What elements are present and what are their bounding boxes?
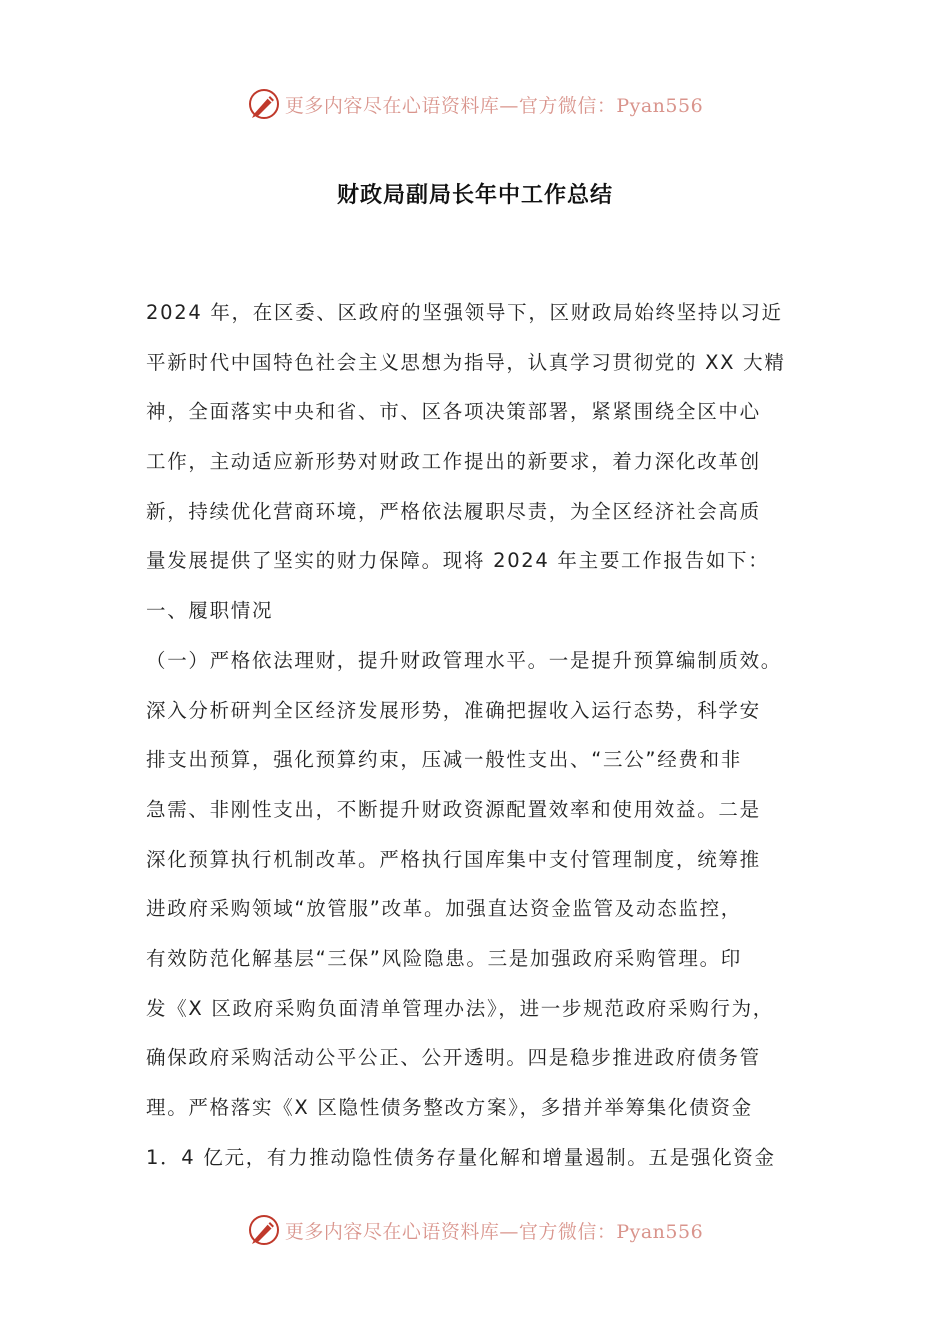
pen-nib-logo-icon (247, 1213, 281, 1247)
body-line: 理。严格落实《X 区隐性债务整改方案》，多措并举筹集化债资金 (146, 1096, 753, 1119)
body-line: 平新时代中国特色社会主义思想为指导，认真学习贯彻党的 XX 大精 (146, 350, 786, 374)
watermark-text: 更多内容尽在心语资料库—官方微信：Pyan556 (284, 94, 704, 117)
document-title: 财政局副局长年中工作总结 (336, 183, 613, 208)
pen-nib-logo-icon (247, 87, 281, 121)
header-watermark-banner (0, 84, 950, 124)
body-line: 进政府采购领域“放管服”改革。加强直达资金监管及动态监控， (146, 897, 743, 921)
body-line: 量发展提供了坚实的财力保障。现将 2024 年主要工作报告如下： (146, 549, 770, 573)
body-line: 排支出预算，强化预算约束，压减一般性支出、“三公”经费和非 (146, 748, 743, 772)
body-line: 急需、非刚性支出，不断提升财政资源配置效率和使用效益。二是 (146, 797, 761, 821)
body-line: 确保政府采购活动公平公正、公开透明。四是稳步推进政府债务管 (146, 1046, 761, 1070)
body-line: 神，全面落实中央和省、市、区各项决策部署，紧紧围绕全区中心 (146, 400, 761, 424)
body-line: （一）严格依法理财，提升财政管理水平。一是提升预算编制质效。 (146, 648, 783, 672)
section-heading: 一、履职情况 (146, 599, 274, 623)
body-line: 有效防范化解基层“三保”风险隐患。三是加强政府采购管理。印 (146, 946, 743, 970)
body-line: 深化预算执行机制改革。严格执行国库集中支付管理制度，统筹推 (146, 847, 761, 871)
body-line: 工作，主动适应新形势对财政工作提出的新要求，着力深化改革创 (146, 450, 761, 474)
watermark-text: 更多内容尽在心语资料库—官方微信：Pyan556 (284, 1220, 704, 1243)
footer-watermark-banner (0, 1210, 950, 1250)
body-line: 1．4 亿元，有力推动隐性债务存量化解和增量遏制。五是强化资金 (146, 1145, 776, 1169)
body-line: 深入分析研判全区经济发展形势，准确把握收入运行态势，科学安 (146, 698, 761, 722)
body-line: 新，持续优化营商环境，严格依法履职尽责，为全区经济社会高质 (146, 499, 761, 523)
body-line: 发《X 区政府采购负面清单管理办法》，进一步规范政府采购行为， (146, 996, 775, 1020)
body-line: 2024 年，在区委、区政府的坚强领导下，区财政局始终坚持以习近 (146, 301, 783, 324)
document-body (146, 288, 812, 1182)
